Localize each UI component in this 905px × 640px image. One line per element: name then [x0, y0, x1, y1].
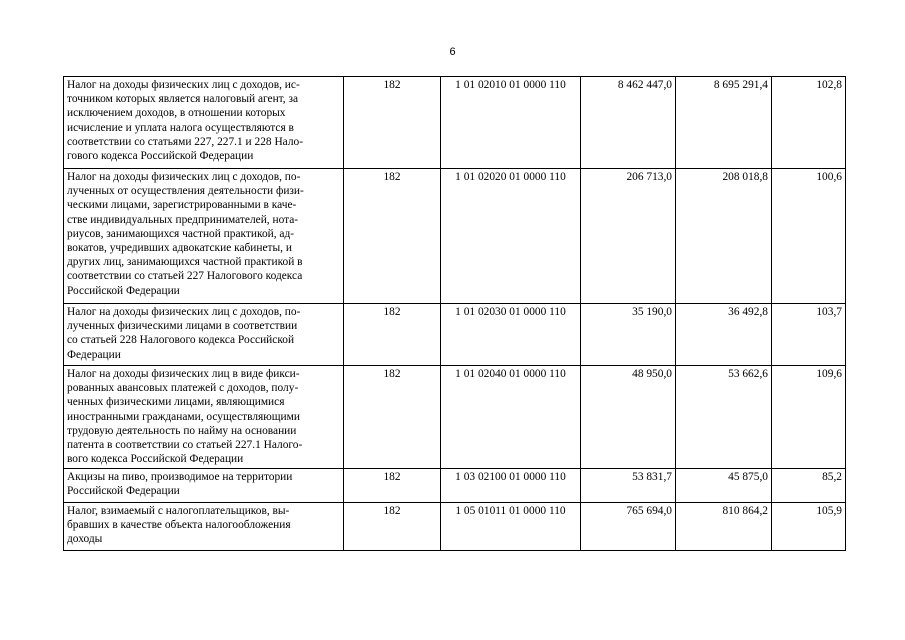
budget-code-cell: 1 01 02040 01 0000 110 — [441, 366, 581, 469]
row-name-line: Федерации — [67, 348, 121, 361]
table-row — [64, 304, 846, 366]
row-name-line: гового кодекса Российской Федерации — [67, 150, 254, 163]
row-name-line: вокатов, учредивших адвокатские кабинеты, и — [67, 242, 292, 255]
table-row — [64, 77, 846, 169]
plan-value-cell: 35 190,0 — [581, 304, 676, 366]
plan-value-cell: 53 831,7 — [581, 469, 676, 503]
table-row — [64, 366, 846, 469]
plan-value-cell: 8 462 447,0 — [581, 77, 676, 169]
percent-cell: 109,6 — [772, 366, 846, 469]
budget-code-cell: 1 01 02020 01 0000 110 — [441, 169, 581, 304]
row-name-line: соответствии со статьями 227, 227.1 и 228 Нало- — [67, 135, 303, 148]
row-name-line: бравших в качестве объекта налогообложения — [67, 519, 291, 532]
plan-value-cell: 48 950,0 — [581, 366, 676, 469]
table-row — [64, 503, 846, 551]
fact-value-cell: 810 864,2 — [676, 503, 772, 551]
row-name-cell — [64, 77, 344, 169]
row-name-line: исчисление и уплата налога осуществляются в — [67, 121, 294, 134]
fact-value-cell: 8 695 291,4 — [676, 77, 772, 169]
admin-code-cell: 182 — [344, 77, 441, 169]
budget-code-cell: 1 05 01011 01 0000 110 — [441, 503, 581, 551]
admin-code-cell: 182 — [344, 503, 441, 551]
percent-cell: 85,2 — [772, 469, 846, 503]
row-name-line: Налог на доходы физических лиц с доходов, по- — [67, 171, 301, 183]
page-number: 6 — [449, 46, 456, 58]
row-name-line: иностранными гражданами, осуществляющими — [67, 410, 300, 423]
row-name-line: соответствии со статьей 227 Налогового кодекса — [67, 270, 303, 283]
row-name-line: лученных физическими лицами в соответствии — [67, 320, 298, 333]
row-name-line: точником которых является налоговый агент, за — [67, 93, 299, 106]
row-name-cell — [64, 169, 344, 304]
row-name-line: стве индивидуальных предпринимателей, нота- — [67, 213, 299, 226]
admin-code-cell: 182 — [344, 304, 441, 366]
row-name-line: Налог, взимаемый с налогоплательщиков, вы- — [67, 505, 290, 517]
row-name-line: Акцизы на пиво, производимое на территории — [67, 471, 293, 483]
row-name-line: доходы — [67, 533, 103, 546]
percent-cell: 102,8 — [772, 77, 846, 169]
row-name-line: со статьей 228 Налогового кодекса Российской — [67, 334, 295, 347]
row-name-cell — [64, 366, 344, 469]
row-name-line: исключением доходов, в отношении которых — [67, 107, 286, 120]
row-name-line: ческими лицами, зарегистрированными в каче- — [67, 199, 297, 212]
row-name-line: патента в соответствии со статьей 227.1 Налого- — [67, 439, 303, 452]
budget-code-cell: 1 01 02010 01 0000 110 — [441, 77, 581, 169]
plan-value-cell: 206 713,0 — [581, 169, 676, 304]
percent-cell: 105,9 — [772, 503, 846, 551]
row-name-line: трудовую деятельность по найму на основании — [67, 424, 297, 437]
budget-code-cell: 1 01 02030 01 0000 110 — [441, 304, 581, 366]
fact-value-cell: 208 018,8 — [676, 169, 772, 304]
admin-code-cell: 182 — [344, 469, 441, 503]
row-name-line: Российской Федерации — [67, 485, 180, 498]
row-name-line: вого кодекса Российской Федерации — [67, 453, 244, 466]
plan-value-cell: 765 694,0 — [581, 503, 676, 551]
revenue-table-body — [64, 77, 846, 551]
revenue-table — [63, 76, 846, 551]
percent-cell: 103,7 — [772, 304, 846, 366]
row-name-line: ченных физическими лицами, являющимися — [67, 396, 285, 409]
row-name-cell — [64, 503, 344, 551]
admin-code-cell: 182 — [344, 169, 441, 304]
budget-code-cell: 1 03 02100 01 0000 110 — [441, 469, 581, 503]
table-row — [64, 469, 846, 503]
admin-code-cell: 182 — [344, 366, 441, 469]
row-name-line: Налог на доходы физических лиц с доходов, по- — [67, 306, 301, 318]
fact-value-cell: 45 875,0 — [676, 469, 772, 503]
row-name-cell — [64, 304, 344, 366]
fact-value-cell: 53 662,6 — [676, 366, 772, 469]
table-row — [64, 169, 846, 304]
row-name-line: других лиц, занимающихся частной практикой в — [67, 256, 303, 269]
row-name-line: рованных авансовых платежей с доходов, полу- — [67, 382, 299, 395]
row-name-line: Налог на доходы физических лиц в виде фикси- — [67, 368, 300, 380]
fact-value-cell: 36 492,8 — [676, 304, 772, 366]
row-name-line: риусов, занимающихся частной практикой, ад- — [67, 227, 295, 240]
row-name-cell — [64, 469, 344, 503]
percent-cell: 100,6 — [772, 169, 846, 304]
row-name-line: Налог на доходы физических лиц с доходов, ис- — [67, 79, 300, 91]
row-name-line: лученных от осуществления деятельности физи- — [67, 185, 304, 198]
row-name-line: Российской Федерации — [67, 284, 180, 297]
